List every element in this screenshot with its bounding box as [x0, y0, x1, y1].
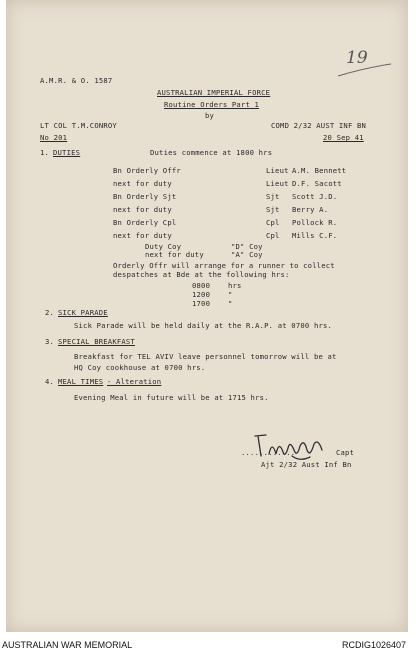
meal-times-text: Evening Meal in future will be at 1715 hrs.	[74, 393, 269, 402]
section-4-heading-suffix: - Alteration	[107, 377, 162, 386]
signature-dots: ............	[241, 448, 296, 457]
section-1-number: 1.	[40, 148, 50, 157]
breakfast-text: HQ Coy cookhouse at 0700 hrs.	[74, 363, 206, 372]
duty-role: next for duty	[113, 231, 172, 240]
despatch-unit: "	[228, 290, 233, 299]
section-1-heading: DUTIES	[53, 148, 81, 157]
section-3-heading: SPECIAL BREAKFAST	[58, 337, 135, 346]
org-title: AUSTRALIAN IMPERIAL FORCE	[157, 88, 271, 97]
duties-intro: Duties commence at 1800 hrs	[150, 148, 273, 157]
section-3-number: 3.	[45, 337, 55, 346]
duty-rank: Lieut	[266, 179, 289, 188]
by-label: by	[205, 111, 215, 120]
despatch-time: 0800	[192, 281, 211, 290]
duty-rank: Sjt	[266, 205, 280, 214]
order-title: Routine Orders Part 1	[164, 100, 260, 109]
order-number: No 201	[40, 133, 68, 142]
breakfast-text: Breakfast for TEL AVIV leave personnel tomorrow will be at	[74, 352, 337, 361]
command-unit: COMD 2/32 AUST INF BN	[271, 121, 367, 130]
despatch-unit: hrs	[228, 281, 242, 290]
section-2-number: 2.	[45, 308, 55, 317]
duty-role: next for duty	[113, 179, 172, 188]
duty-coy-label: Duty Coy	[145, 242, 182, 251]
duty-role: next for duty	[113, 205, 172, 214]
despatch-unit: "	[228, 299, 233, 308]
signature-title: Ajt 2/32 Aust Inf Bn	[261, 460, 352, 469]
order-date: 20 Sep 41	[323, 133, 364, 142]
duty-name: Berry A.	[292, 205, 329, 214]
commander: LT COL T.M.CONROY	[40, 121, 117, 130]
duty-name: Pollock R.	[292, 218, 338, 227]
section-4-number: 4.	[45, 377, 55, 386]
runner-instruction: Orderly Offr will arrange for a runner to collect	[113, 261, 335, 270]
next-coy-label: next for duty	[145, 250, 204, 259]
signature-rank: Capt	[336, 448, 355, 457]
duty-rank: Sjt	[266, 192, 280, 201]
duty-role: Bn Orderly Sjt	[113, 192, 177, 201]
runner-instruction: despatches at Bde at the following hrs:	[113, 270, 290, 279]
page-number-underline	[336, 62, 394, 80]
duty-role: Bn Orderly Offr	[113, 166, 181, 175]
section-4-heading: MEAL TIMES	[58, 377, 104, 386]
footer-record-id: RCDIG1026407	[342, 640, 407, 650]
duty-name: Mills C.F.	[292, 231, 338, 240]
reference-number: A.M.R. & O. 1587	[40, 76, 113, 85]
duty-rank: Cpl	[266, 218, 280, 227]
duty-rank: Cpl	[266, 231, 280, 240]
section-2-heading: SICK PARADE	[58, 308, 108, 317]
page-number: 19	[346, 48, 368, 68]
footer-archive-name: AUSTRALIAN WAR MEMORIAL	[2, 640, 133, 650]
next-coy-value: "A" Coy	[231, 250, 263, 259]
despatch-time: 1200	[192, 290, 211, 299]
despatch-time: 1700	[192, 299, 211, 308]
duty-rank: Lieut	[266, 166, 289, 175]
duty-name: Scott J.D.	[292, 192, 338, 201]
duty-name: A.M. Bennett	[292, 166, 347, 175]
sick-parade-text: Sick Parade will be held daily at the R.A.P. at 0700 hrs.	[74, 321, 333, 330]
duty-role: Bn Orderly Cpl	[113, 218, 177, 227]
duty-coy-value: "D" Coy	[231, 242, 263, 251]
duty-name: D.F. Sacott	[292, 179, 342, 188]
